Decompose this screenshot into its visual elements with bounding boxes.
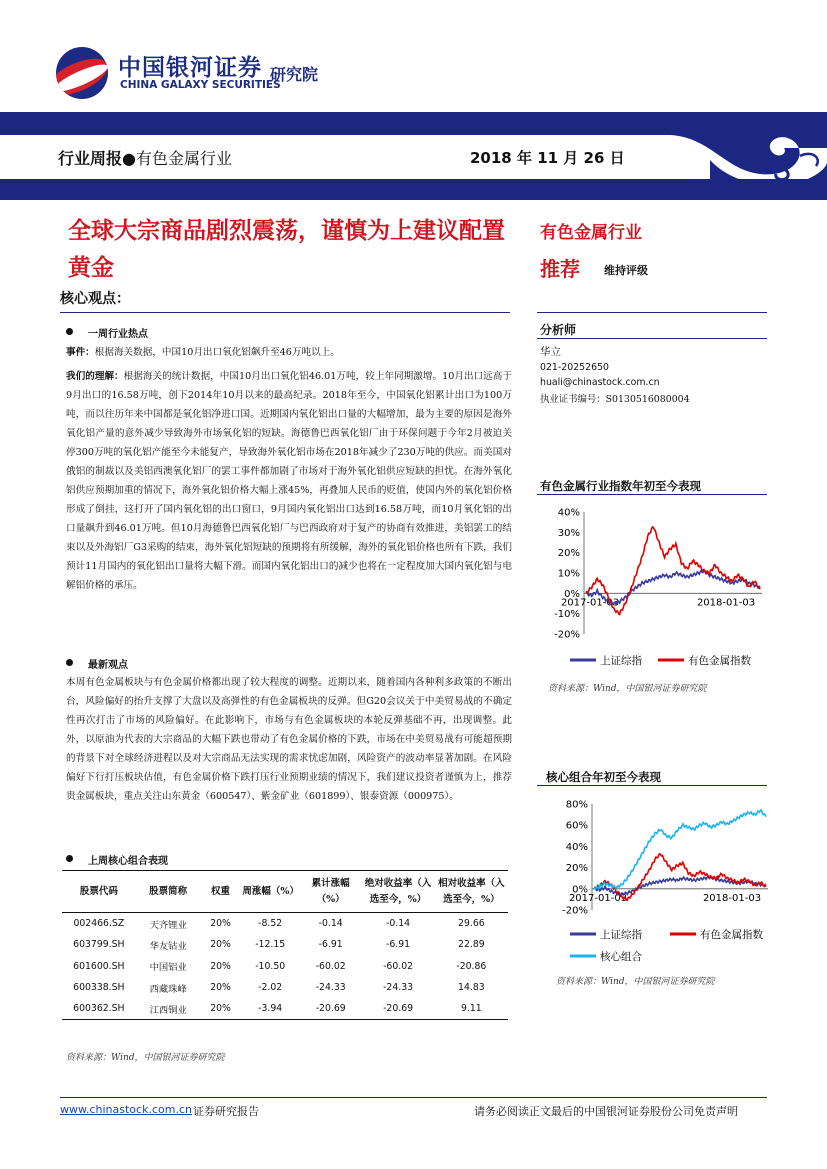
table-cell: 20% xyxy=(210,939,231,951)
y-tick-label: 80% xyxy=(565,799,588,811)
table-cell: -12.15 xyxy=(255,939,286,951)
y-tick-label: 0% xyxy=(572,884,588,896)
rating-note: 维持评级 xyxy=(604,264,648,277)
table-header-row xyxy=(62,872,508,913)
table-cell: 中国铝业 xyxy=(149,962,187,974)
column-header: 权重 xyxy=(201,872,241,913)
series-line xyxy=(594,810,766,889)
table-cell: 29.66 xyxy=(458,918,485,930)
sidebar-industry: 有色金属行业 xyxy=(540,223,642,243)
report-title: 全球大宗商品剧烈震荡，谨慎为上建议配置黄金 xyxy=(68,217,505,281)
x-tick-label: 2018-01-03 xyxy=(696,597,756,609)
section-heading-portfolio: 上周核心组合表现 xyxy=(88,856,168,867)
y-tick-label: 40% xyxy=(565,841,588,853)
analyst-heading: 分析师 xyxy=(540,323,577,337)
y-tick-label: -20% xyxy=(554,629,580,641)
analyst-name: 华立 xyxy=(540,346,561,358)
y-tick-label: 60% xyxy=(565,820,588,832)
table-cell: -8.52 xyxy=(258,918,283,930)
table-cell: -2.02 xyxy=(258,982,283,994)
column-header: 股票简称 xyxy=(136,872,201,913)
legend-label: 上证综指 xyxy=(600,929,642,941)
y-tick-label: 30% xyxy=(557,527,580,539)
latest-paragraph: 本周有色金属板块与有色金属价格都出现了较大程度的调整。近期以来，随着国内各种利多政策的不断出台，风险偏好的抬升支撑了大盘以及高弹性的有色金属板块的反弹。但G20会议关于中美贸易战的不确定性再次打击了市场的风险偏好。在此影响下，市场与有色金属板块的本轮反弹基础不再，出现调整。此外，以原油为代表的大宗商品的大幅下跌也带动了有色金属价格的下跌，市场在中美贸易战有可能超预期的背景下对全球经济进程以及对大宗商品无法实现的需求忧虑加剧，风险资产的波动率显著加剧。在风险偏好下行打压板块估值，有色金属价格下跌打压行业预期业绩的情况下，我们建议投资者谨慎为上，推荐贵金属板块，重点关注山东黄金（600547）、紫金矿业（601899）、银泰资源（000975）。 xyxy=(66,677,512,802)
divider xyxy=(537,494,767,495)
y-tick-label: -20% xyxy=(562,905,588,917)
table-cell: 天齐锂业 xyxy=(149,919,187,931)
column-header: 股票代码 xyxy=(62,872,136,913)
table-cell: -60.02 xyxy=(315,960,346,972)
column-header: 累计涨幅（%） xyxy=(300,872,361,913)
bullet-icon xyxy=(66,328,73,335)
table-row xyxy=(62,913,508,935)
table-cell: 20% xyxy=(210,982,231,994)
table-cell: -24.33 xyxy=(383,982,414,994)
x-tick-label: 2017-01-03 xyxy=(560,597,620,609)
section-heading-hot: 一周行业热点 xyxy=(88,329,148,340)
bullet-icon xyxy=(66,855,73,862)
y-tick-label: 0% xyxy=(564,588,580,600)
footer-rule xyxy=(60,1097,767,1098)
table-cell: -20.86 xyxy=(456,960,487,972)
table-cell: -3.94 xyxy=(240,998,300,1020)
table-cell: 9.11 xyxy=(435,998,508,1020)
table-cell: -6.91 xyxy=(386,939,411,951)
analyst-license: 执业证书编号：S0130516080004 xyxy=(540,394,690,405)
y-tick-label: 10% xyxy=(557,568,580,580)
section-heading-latest: 最新观点 xyxy=(88,660,128,671)
table-cell: 20% xyxy=(210,918,231,930)
y-tick-label: 40% xyxy=(557,507,580,519)
table-cell: 603799.SH xyxy=(73,939,125,951)
table-cell: -10.50 xyxy=(255,960,286,972)
chart-source-2: 资料来源：Wind，中国银河证券研究院 xyxy=(556,977,715,987)
analyst-email[interactable]: huali@chinastock.com.cn xyxy=(540,377,660,388)
industry-index-chart xyxy=(540,500,770,675)
legend-label: 有色金属指数 xyxy=(700,929,763,941)
table-cell: 601600.SH xyxy=(73,960,125,972)
website-link[interactable]: www.chinastock.com.cn xyxy=(60,1103,192,1116)
table-cell: -0.14 xyxy=(386,918,411,930)
table-row xyxy=(62,956,508,977)
portfolio-chart xyxy=(540,792,770,970)
chart-title-2: 核心组合年初至今表现 xyxy=(546,770,661,784)
table-cell: 20% xyxy=(210,960,231,972)
table-cell: 600338.SH xyxy=(73,982,125,994)
legend-label: 有色金属指数 xyxy=(688,655,751,667)
table-cell: 20% xyxy=(201,998,241,1020)
footer-disclaimer: 请务必阅读正文最后的中国银河证券股份公司免责声明 xyxy=(474,1105,738,1118)
table-row xyxy=(62,977,508,998)
chart-source-1: 资料来源：Wind，中国银河证券研究院 xyxy=(548,684,707,694)
table-cell: -0.14 xyxy=(318,918,343,930)
event-paragraph: 事件：根据海关数据，中国10月出口氧化铝飙升至46万吨以上。 xyxy=(66,347,340,358)
institute-label: 研究院 xyxy=(270,65,319,84)
view-paragraph: 我们的理解：根据海关的统计数据，中国10月出口氧化铝46.01万吨，较上年同期激增。10月出口远高于9月出口的16.58万吨，创下2014年10月以来的最高纪录。2018年至今，中国氧化铝累计出口为100万吨，而以往历年来中国都是氧化铝净进口国。近期国内氧化铝出口量的大幅增加，最为主要的原因是海外氧化铝产量的意外减少导致海外市场氧化铝的短缺。海德鲁巴西氧化铝厂由于环保问题于今年2月被迫关停300万吨的氧化铝产能至今未能复产，导致海外氧化铝市场在2018年减少了230万吨的供应。而美国对俄铝的制裁以及美铝西澳氧化铝厂的罢工事件都加剧了市场对于海外氧化铝供应短缺的担忧。在海外氧化铝供应预期加重的情况下，海外氧化铝价格大幅上涨45%，再叠加人民币的贬值，使国内外的氧化铝价格形成了倒挂，这打开了国内氧化铝的出口窗口，9月国内氧化铝出口达到16.58万吨，而10月氧化铝的出口量飙升到46.01万吨。但10月海德鲁巴西氧化铝厂与巴西政府对于复产的协商有效推进，美铝罢工的结束以及外海铝厂G3采购的结束，海外氧化铝短缺的预期将有所缓解，海外的氧化铝价格也所有下跌，我们预计11月国内的氧化铝出口量将大幅下滑。而国内氧化铝出口的减少也将在一定程度加大国内氧化铝与电解铝价格的承压。 xyxy=(66,371,512,591)
table-cell: 华友钴业 xyxy=(149,940,187,952)
portfolio-table xyxy=(62,872,508,1020)
recommendation-label: 推荐 xyxy=(540,257,580,281)
x-tick-label: 2017-01-03 xyxy=(568,892,628,904)
x-tick-label: 2018-01-03 xyxy=(702,892,762,904)
column-header: 相对收益率（入选至今，%） xyxy=(435,872,508,913)
footer-label: 证券研究报告 xyxy=(193,1105,259,1118)
brand-name: 中国银河证券 xyxy=(118,55,262,81)
table-row xyxy=(62,934,508,955)
table-cell: -24.33 xyxy=(315,982,346,994)
table-cell: 江西铜业 xyxy=(136,998,201,1020)
table-cell: 002466.SZ xyxy=(73,918,125,930)
report-date: 2018 年 11 月 26 日 xyxy=(470,149,625,167)
core-view-heading: 核心观点： xyxy=(60,291,130,307)
divider xyxy=(60,312,510,313)
legend-label: 核心组合 xyxy=(600,951,642,963)
table-cell: -6.91 xyxy=(318,939,343,951)
table-cell: 西藏珠峰 xyxy=(149,983,187,995)
table-cell: 22.89 xyxy=(458,939,485,951)
y-tick-label: -10% xyxy=(554,609,580,621)
divider xyxy=(537,338,767,339)
table-cell: 14.83 xyxy=(458,982,485,994)
table-cell: 600362.SH xyxy=(62,998,136,1020)
y-tick-label: 20% xyxy=(565,863,588,875)
brand-name-en: CHINA GALAXY SECURITIES xyxy=(120,79,281,91)
table-row xyxy=(62,998,508,1020)
divider xyxy=(537,312,767,313)
table-cell: -60.02 xyxy=(383,960,414,972)
divider xyxy=(537,785,767,786)
table-cell: -20.69 xyxy=(361,998,434,1020)
legend-label: 上证综指 xyxy=(600,655,642,667)
table-cell: -20.69 xyxy=(300,998,361,1020)
chart-title-1: 有色金属行业指数年初至今表现 xyxy=(540,479,701,493)
table-top-rule xyxy=(62,870,508,871)
column-header: 周涨幅（%） xyxy=(240,872,300,913)
y-tick-label: 20% xyxy=(557,548,580,560)
column-header: 绝对收益率（入选至今，%） xyxy=(361,872,434,913)
table-source: 资料来源：Wind，中国银河证券研究院 xyxy=(66,1053,225,1063)
galaxy-logo-icon xyxy=(56,47,108,99)
bullet-icon xyxy=(66,659,73,666)
report-type: 行业周报●有色金属行业 xyxy=(58,149,232,168)
analyst-phone: 021-20252650 xyxy=(540,362,609,373)
